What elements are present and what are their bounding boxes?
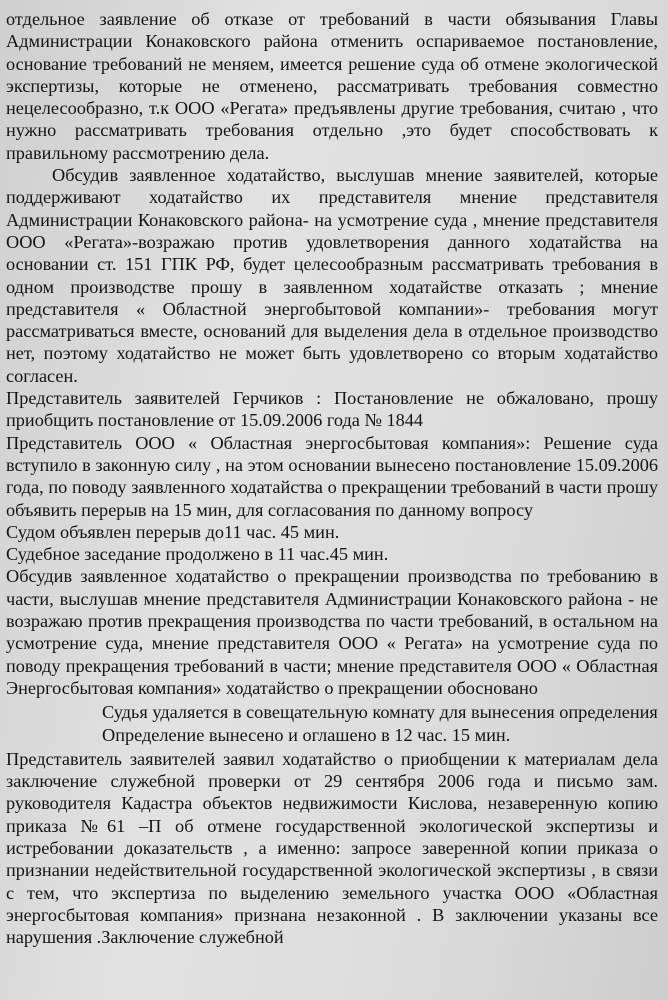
paragraph-3: Представитель заявителей Герчиков : Постановление не обжаловано, прошу приобщить постановление от 15.09.2006 года № 1844 — [6, 388, 658, 431]
paragraph-9: Определение вынесено и оглашено в 12 час. 15 мин. — [102, 724, 511, 745]
paragraph-4: Представитель ООО « Областная энергосбытовая компания»: Решение суда вступило в законную силу , на этом основании вынесено постановление 15.09.2006 года, по поводу заявленного ходатайства о прекращении требований в части прошу объявить перерыв на 15 мин, для согласования по данному вопросу — [6, 432, 658, 520]
paragraph-10: Представитель заявителей заявил ходатайство о приобщении к материалам дела заключение служебной проверки от 29 сентября 2006 года и письмо зам. руководителя Кадастра объектов недвижимости Кислова, незаверенную копию приказа №61 –П об отмене государственной экологической экспертизы и истребовании доказательств , а именно: запросе заверенной копии приказа о признании недействительной государственной экологической экспертизы , в связи с тем, что экспертиза по выделению земельного участка ООО «Областная энергосбытовая компания» признана незаконной . В заключении указаны все нарушения .Заключение служебной — [6, 748, 658, 948]
paragraph-5: Судом объявлен перерыв до11 час. 45 мин. — [6, 521, 340, 542]
paragraph-8: Судья удаляется в совещательную комнату для вынесения определения — [102, 702, 658, 723]
paragraph-6: Судебное заседание продолжено в 11 час.45 мин. — [6, 544, 389, 565]
paragraph-7: Обсудив заявленное ходатайство о прекращении производства по требованию в части, выслушав мнение представителя Администрации Конаковского района - не возражаю против прекращения производства по части требований, в остальном на усмотрение суда, мнение представителя ООО « Регата» на усмотрение суда по поводу прекращения требований в части; мнение представителя ООО « Областная Энергосбытовая компания» ходатайство о прекращении обосновано — [6, 566, 658, 698]
paragraph-2: Обсудив заявленное ходатайство, выслушав мнение заявителей, которые поддерживают ходатайство их представителя мнение представителя Администрации Конаковского района- на усмотрение суда , мнение представителя ООО «Регата»-возражаю против удовлетворения данного ходатайства на основании ст. 151 ГПК РФ, будет целесообразным рассматривать требования в одном производстве прошу в заявленном ходатайстве отказать ; мнение представителя « Областной энергобытовой компании»- требования могут рассматриваться вместе, оснований для выделения дела в отдельное производство нет, поэтому ходатайство не может быть удовлетворено со вторым ходатайство согласен. — [6, 165, 658, 386]
paragraph-1: отдельное заявление об отказе от требований в части обязывания Главы Администрации Конаковского района отменить оспариваемое постановление, основание требований не меняем, имеется решение суда об отмене экологической экспертизы, которые не отменено, рассматривать требования совместно нецелесообразно, т.к ООО «Регата» предъявлены другие требования, считаю , что нужно рассматривать требования отдельно ,это будет способствовать к правильному рассмотрению дела. — [6, 9, 658, 163]
